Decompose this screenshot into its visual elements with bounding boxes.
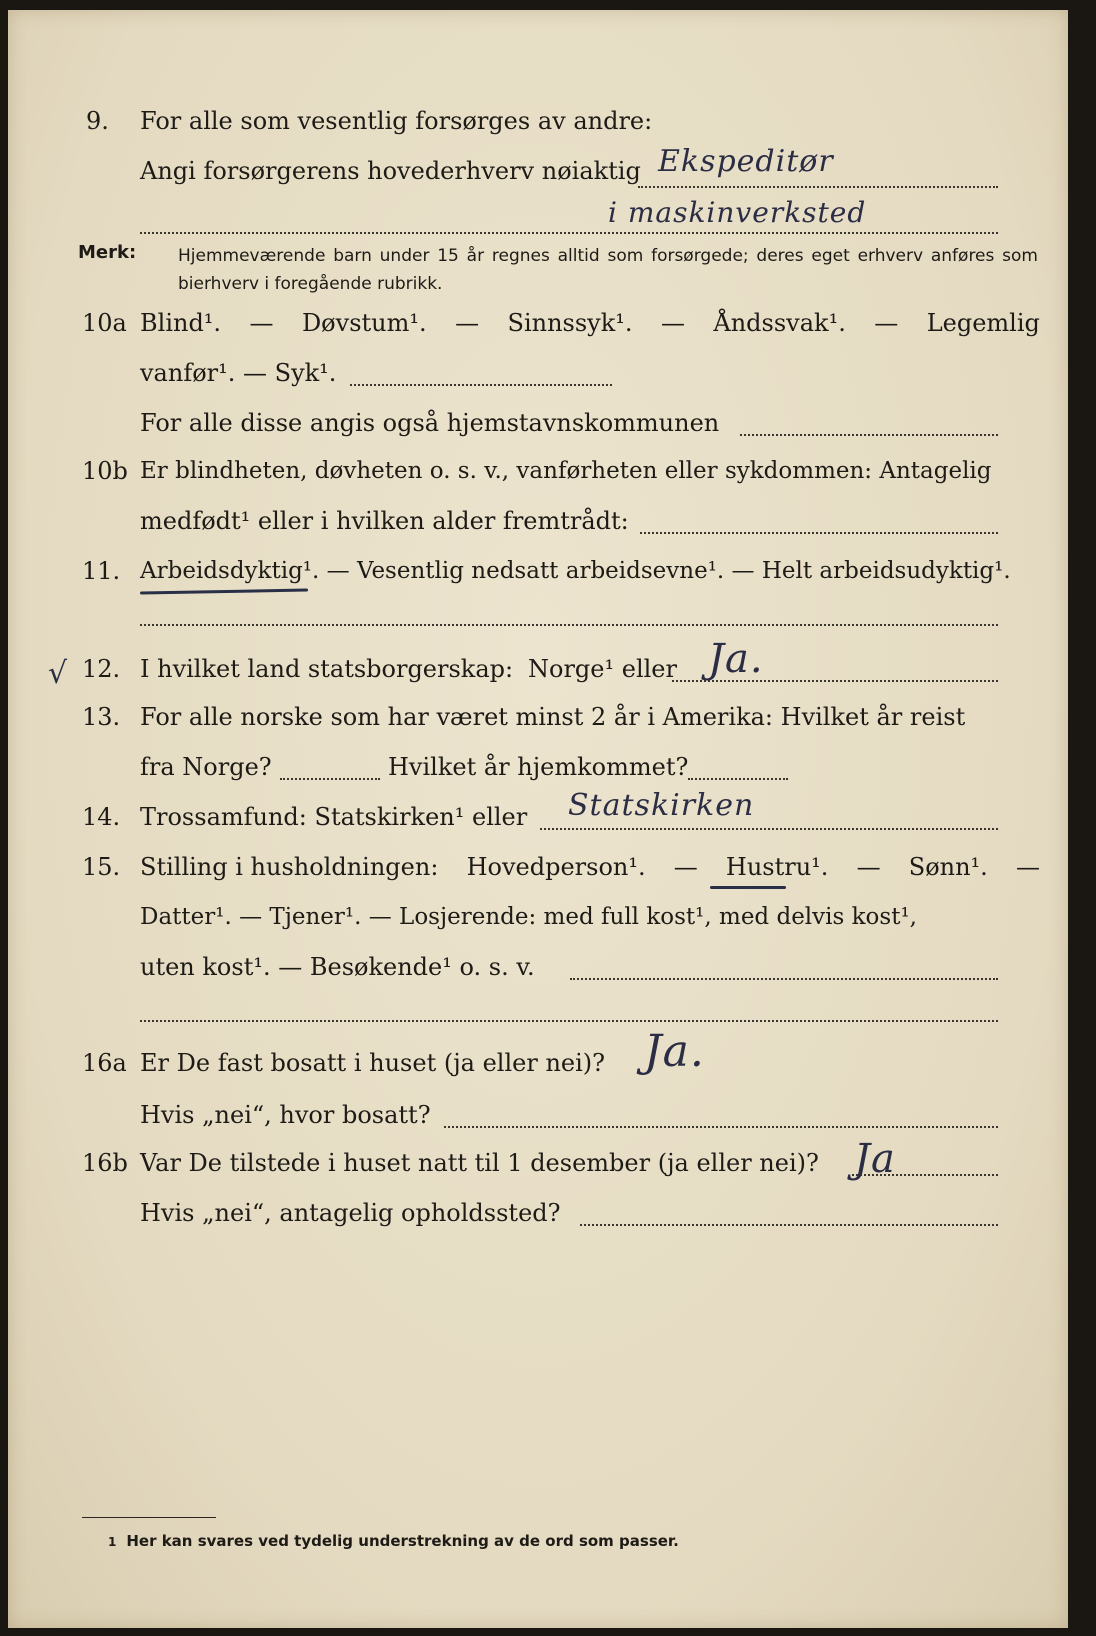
q9-handwritten-answer-2: i maskinverksted — [608, 196, 867, 229]
q16b-handwritten-answer: Ja — [854, 1136, 896, 1182]
q16a-handwritten-answer: Ja. — [644, 1026, 705, 1077]
q9-handwritten-answer-1: Ekspeditør — [658, 144, 834, 179]
q11-opt-arbeidsdyktig: Arbeidsdyktig¹. — [140, 558, 320, 584]
q11-underline-mark — [140, 589, 308, 595]
merk-label: Merk: — [78, 242, 137, 263]
q10b-text-line1: Er blindheten, døvheten o. s. v., vanførheten eller sykdommen: Antagelig — [140, 458, 992, 484]
q15-options-line1 — [140, 852, 1040, 882]
q14-number: 14. — [82, 803, 121, 831]
q15-answer-line2 — [140, 1020, 998, 1022]
q10a-dash: — — [660, 309, 685, 337]
q15-opt-hustru: Hustru¹. — [725, 853, 829, 881]
q15-text-line2: Datter¹. — Tjener¹. — Losjerende: med full kost¹, med delvis kost¹, — [140, 904, 917, 930]
q9-text-line2: Angi forsørgerens hovederhverv nøiaktig — [140, 157, 641, 185]
q13-number: 13. — [82, 703, 121, 731]
footnote-rule — [82, 1517, 216, 1518]
q9-text-line1: For alle som vesentlig forsørges av andre: — [140, 107, 653, 135]
q10b-text-line2: medfødt¹ eller i hvilken alder fremtrådt: — [140, 507, 629, 535]
q9-answer-line2 — [140, 232, 998, 234]
q9-answer-line1 — [638, 186, 998, 188]
q12-text: I hvilket land statsborgerskap: — [140, 655, 514, 683]
q15-dash: — — [673, 853, 698, 881]
q10b-answer-line — [640, 532, 998, 534]
footnote — [108, 1532, 679, 1550]
q16b-text-line1: Var De tilstede i huset natt til 1 desember (ja eller nei)? — [140, 1149, 819, 1177]
q15-answer-line1 — [570, 978, 998, 980]
q10a-opt-legemlig: Legemlig — [926, 309, 1040, 337]
q14-text: Trossamfund: Statskirken¹ eller — [140, 803, 528, 831]
q14-answer-line — [540, 828, 998, 830]
q16b-number: 16b — [82, 1149, 128, 1177]
q9-number: 9. — [86, 107, 109, 135]
q13-text-line2a: fra Norge? — [140, 753, 272, 781]
q15-text-line3: uten kost¹. — Besøkende¹ o. s. v. — [140, 953, 535, 981]
q15-opt-hovedperson: Hovedperson¹. — [466, 853, 646, 881]
q10a-text-line3: For alle disse angis også hjemstavnskommunen — [140, 409, 720, 437]
q15-number: 15. — [82, 853, 121, 881]
q13-hjemkommet-line — [688, 778, 788, 780]
q11-number: 11. — [82, 557, 121, 585]
q13-text-line2b: Hvilket år hjemkommet? — [388, 753, 689, 781]
q11-options — [140, 556, 1011, 586]
q12-option-norge: Norge¹ eller — [528, 655, 677, 683]
footnote-text: Her kan svares ved tydelig understrekning av de ord som passer. — [126, 1532, 679, 1550]
q13-text-line1: For alle norske som har været minst 2 år i Amerika: Hvilket år reist — [140, 703, 966, 731]
q10b-number: 10b — [82, 457, 128, 485]
q15-hustru-underline — [710, 886, 786, 889]
q15-text-stilling: Stilling i husholdningen: — [140, 853, 439, 881]
q15-dash: — — [856, 853, 881, 881]
q10a-opt-sinnssyk: Sinnssyk¹. — [507, 309, 633, 337]
q10a-dash: — — [455, 309, 480, 337]
q15-opt-sonn: Sønn¹. — [908, 853, 988, 881]
q10a-options — [140, 308, 1040, 338]
q10a-kommune-line — [740, 434, 998, 436]
q10a-dash: — — [874, 309, 899, 337]
q16a-text-line2: Hvis „nei“, hvor bosatt? — [140, 1101, 431, 1129]
q10a-opt-dovstum: Døvstum¹. — [301, 309, 427, 337]
census-form-page — [8, 10, 1068, 1628]
q11-opt-rest: — Vesentlig nedsatt arbeidsevne¹. — Helt arbeidsudyktig¹. — [326, 558, 1011, 584]
q10a-opt-andssvak: Åndssvak¹. — [713, 309, 846, 337]
q12-number: 12. — [82, 655, 121, 683]
q12-check-mark: √ — [48, 656, 68, 691]
q14-handwritten-answer: Statskirken — [568, 788, 755, 823]
footnote-marker: 1 — [108, 1535, 117, 1549]
q10a-syk-line — [350, 384, 612, 386]
q11-answer-line — [140, 624, 998, 626]
q16b-text-line2: Hvis „nei“, antagelig opholdssted? — [140, 1199, 561, 1227]
q12-handwritten-answer: Ja. — [708, 636, 764, 682]
q10a-dash: — — [249, 309, 274, 337]
merk-text: Hjemmeværende barn under 15 år regnes alltid som forsørgede; deres eget erhverv anføres som bierhverv i foregående rubrikk. — [178, 246, 1038, 294]
q15-dash: — — [1015, 853, 1040, 881]
q10a-opt-blind: Blind¹. — [140, 309, 222, 337]
q16a-text-line1: Er De fast bosatt i huset (ja eller nei)? — [140, 1049, 606, 1077]
q13-reist-line — [280, 778, 380, 780]
q10a-number: 10a — [82, 309, 127, 337]
q16a-number: 16a — [82, 1049, 127, 1077]
q16b-answer-line2 — [580, 1224, 998, 1226]
q16a-answer-line — [444, 1126, 998, 1128]
q10a-text-line2: vanfør¹. — Syk¹. — [140, 359, 337, 387]
